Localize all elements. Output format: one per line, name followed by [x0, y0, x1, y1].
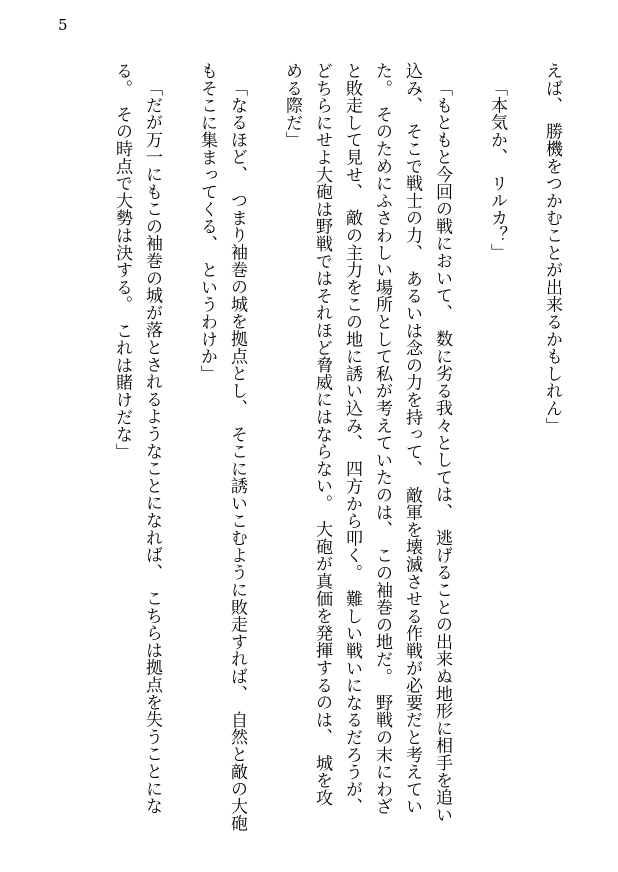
- vertical-text-area: [100, 62, 560, 850]
- text-line: もそこに集まってくる、 というわけか」: [197, 62, 217, 383]
- text-line: た。 そのためにふさわしい場所として私が考えていたのは、 この袖巻の地だ。 野戦の末にわざ: [372, 62, 392, 815]
- text-line: 「本気か、 リルカ？」: [487, 79, 507, 261]
- text-line: 「だが万一にもこの袖巻の城が落とされるようなことになれば、 こちらは拠点を失うことにな: [142, 79, 162, 815]
- text-line: えば、 勝機をつかむことが出来るかもしれん」: [542, 62, 562, 435]
- text-line: 「もともと今回の戦において、 数に劣る我々としては、 逃げることの出来ぬ地形に相手を追い: [432, 79, 452, 824]
- text-line: る。 その時点で大勢は決する。 これは賭けだな」: [112, 62, 132, 461]
- text-line: める際だ」: [282, 62, 302, 149]
- text-line: 「なるほど、 つまり袖巻の城を拠点とし、 そこに誘いこむように敗走すれば、 自然と敵の大砲: [227, 79, 247, 832]
- text-line: どちらにせよ大砲は野戦ではそれほど脅威にはならない。 大砲が真価を発揮するのは、 城を攻: [312, 62, 332, 807]
- page-number: 5: [58, 16, 68, 34]
- text-line: と敗走して見せ、 敵の主力をこの地に誘い込み、 四方から叩く。 難しい戦いになるだろうが、: [342, 62, 362, 815]
- text-line: 込み、 そこで戦士の力、 あるいは念の力を持って、 敵軍を壊滅させる作戦が必要だと考えてい: [402, 62, 422, 815]
